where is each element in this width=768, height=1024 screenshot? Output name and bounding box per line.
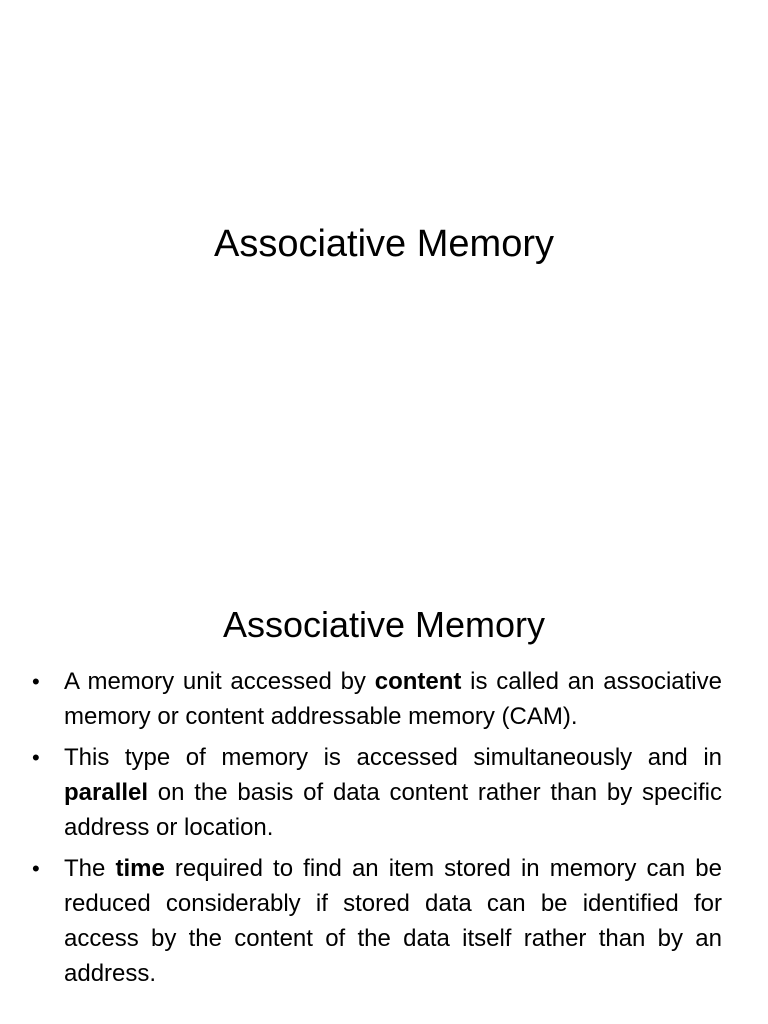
slide-2-title: Associative Memory [222, 604, 546, 645]
bullet-text-before: The [64, 855, 116, 882]
bullet-text-bold: parallel [64, 779, 149, 806]
bullet-text-bold: time [115, 855, 165, 882]
bullet-text-after: is called an associative memory or content addressable memory (CAM). [64, 668, 722, 730]
bullet-list [30, 664, 722, 997]
bullet-text-bold: content [374, 668, 462, 695]
bullet-item-parallel [30, 740, 722, 845]
bullet-item-content [30, 664, 722, 734]
slide-1-title: Associative Memory [214, 223, 554, 265]
bullet-text-after: on the basis of data content rather than by specific address or location. [64, 779, 722, 841]
bullet-text-before: This type of memory is accessed simultaneously and in [64, 744, 722, 771]
bullet-text-before: A memory unit accessed by [64, 668, 375, 695]
bullet-item-time [30, 851, 722, 991]
bullet-icon: • [32, 745, 40, 770]
bullet-icon: • [32, 669, 40, 694]
bullet-icon: • [32, 856, 40, 881]
bullet-text-after: required to find an item stored in memory can be reduced considerably if stored data can be identified for access by the content of the data itself rather than by an address. [64, 855, 722, 987]
